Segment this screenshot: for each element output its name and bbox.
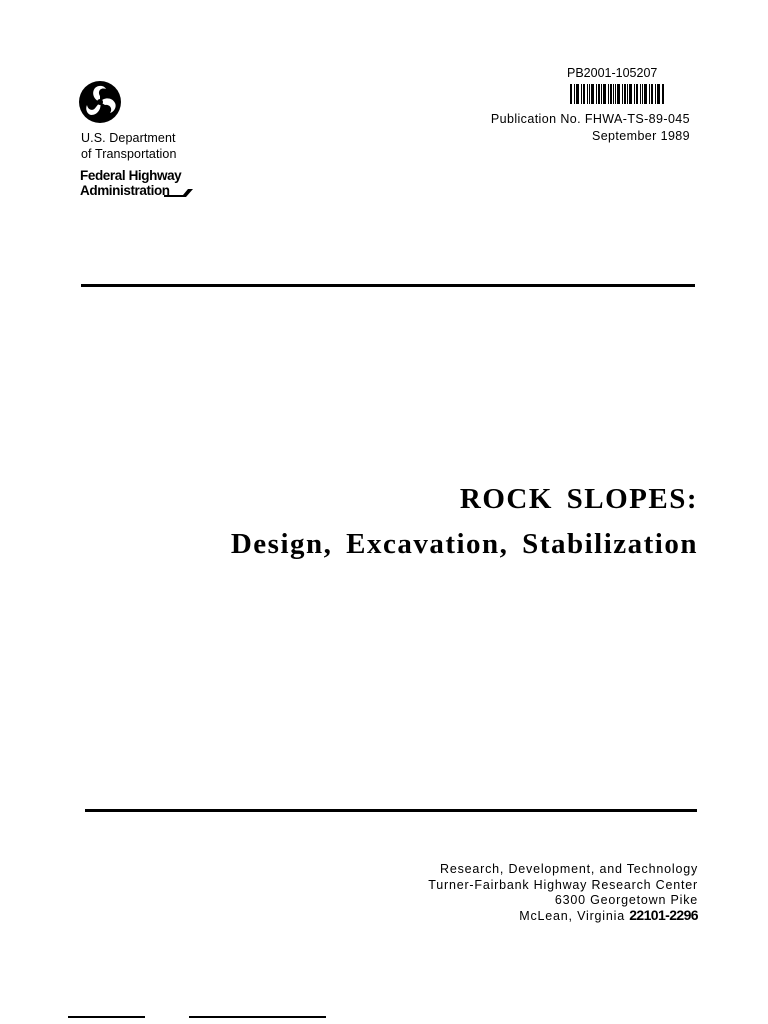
bottom-rule xyxy=(85,809,697,812)
administration-line1: Federal Highway xyxy=(80,168,182,183)
publication-date: September 1989 xyxy=(591,129,690,143)
research-center-line3: 6300 Georgetown Pike xyxy=(554,893,698,907)
administration-line2: Administration xyxy=(80,183,170,198)
bottom-stub-line-right xyxy=(189,1016,326,1018)
agency-department-line2: of Transportation xyxy=(81,147,177,161)
dot-logo-icon xyxy=(78,80,122,124)
barcode-icon xyxy=(570,84,665,104)
report-number: PB2001-105207 xyxy=(567,66,658,80)
research-center-line2: Turner-Fairbank Highway Research Center xyxy=(428,877,698,892)
research-center-line4 xyxy=(519,908,698,925)
bottom-stub-line-left xyxy=(68,1016,145,1018)
publication-number: Publication No. FHWA-TS-89-045 xyxy=(490,112,690,126)
page-title: ROCK SLOPES: xyxy=(459,483,698,515)
page-subtitle: Design, Excavation, Stabilization xyxy=(230,528,698,560)
research-center-city: McLean, Virginia xyxy=(519,909,625,923)
agency-department-line1: U.S. Department xyxy=(81,131,176,145)
top-rule xyxy=(81,284,695,287)
fhwa-swoosh-icon xyxy=(160,186,194,200)
research-center-line1: Research, Development, and Technology xyxy=(440,862,698,876)
research-center-zip: 22101-2296 xyxy=(629,907,698,923)
